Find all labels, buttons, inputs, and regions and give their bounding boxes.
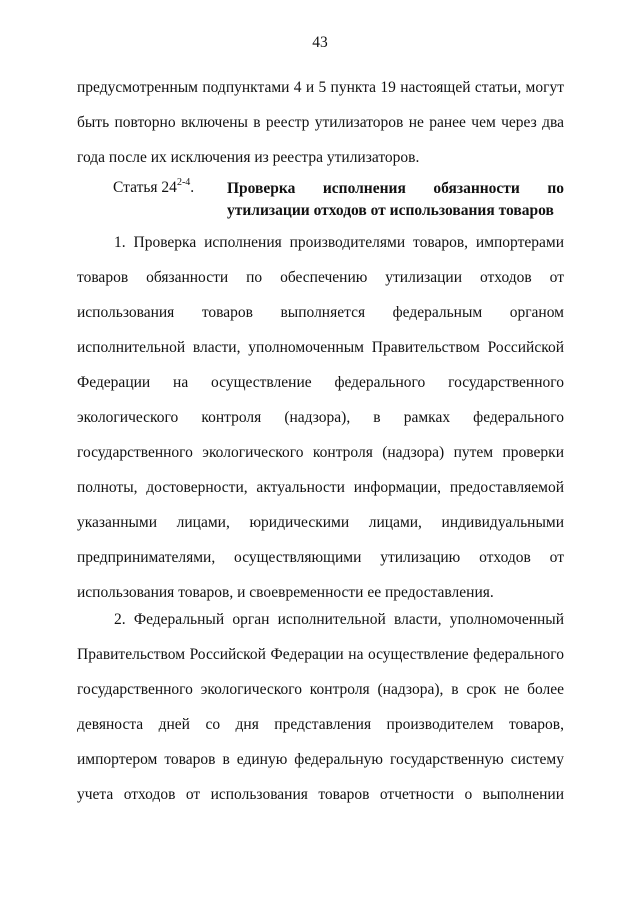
paragraph-2 <box>77 609 564 819</box>
text-line: девяноста дней со дня представления производителем товаров, <box>77 716 564 733</box>
text-line: Правительством Российской Федерации на осуществление федерального <box>77 646 564 663</box>
article-label: Статья 24$^{2-4}$. <box>113 177 195 197</box>
text-line: 1. Проверка исполнения производителями товаров, импортерами <box>114 234 564 251</box>
text-line: исполнительной власти, уполномоченным Правительством Российской <box>77 339 564 356</box>
text-line: указанными лицами, юридическими лицами, индивидуальными <box>77 514 564 531</box>
text-line: Федерации на осуществление федерального государственного <box>77 374 564 391</box>
text-line: государственного экологического контроля (надзора), в срок не более <box>77 681 564 698</box>
paragraph-1 <box>77 232 564 617</box>
text-line: предпринимателями, осуществляющими утилизацию отходов от <box>77 549 564 566</box>
article-title-line: Проверка исполнения обязанности по <box>227 180 564 197</box>
text-line: быть повторно включены в реестр утилизаторов не ранее чем через два <box>77 114 564 131</box>
text-line: 2. Федеральный орган исполнительной власти, уполномоченный <box>114 611 564 628</box>
text-line: использования товаров выполняется федеральным органом <box>77 304 564 321</box>
text-line: товаров обязанности по обеспечению утилизации отходов от <box>77 269 564 286</box>
text-line: предусмотренным подпунктами 4 и 5 пункта 19 настоящей статьи, могут <box>77 79 564 96</box>
text-line: года после их исключения из реестра утилизаторов. <box>77 149 420 166</box>
text-line: использования товаров, и своевременности ее предоставления. <box>77 584 494 601</box>
text-line: полноты, достоверности, актуальности информации, предоставляемой <box>77 479 564 496</box>
article-title <box>227 178 564 222</box>
article-title-line: утилизации отходов от использования товаров <box>227 202 554 219</box>
text-line: импортером товаров в единую федеральную государственную систему <box>77 751 564 768</box>
article-label-superscript: 2-4 <box>176 177 191 188</box>
text-line: экологического контроля (надзора), в рамках федерального <box>77 409 564 426</box>
intro-paragraph <box>77 77 564 182</box>
page-number: 43 <box>312 34 328 51</box>
text-line: учета отходов от использования товаров отчетности о выполнении <box>77 786 564 803</box>
text-line: государственного экологического контроля (надзора) путем проверки <box>77 444 564 461</box>
